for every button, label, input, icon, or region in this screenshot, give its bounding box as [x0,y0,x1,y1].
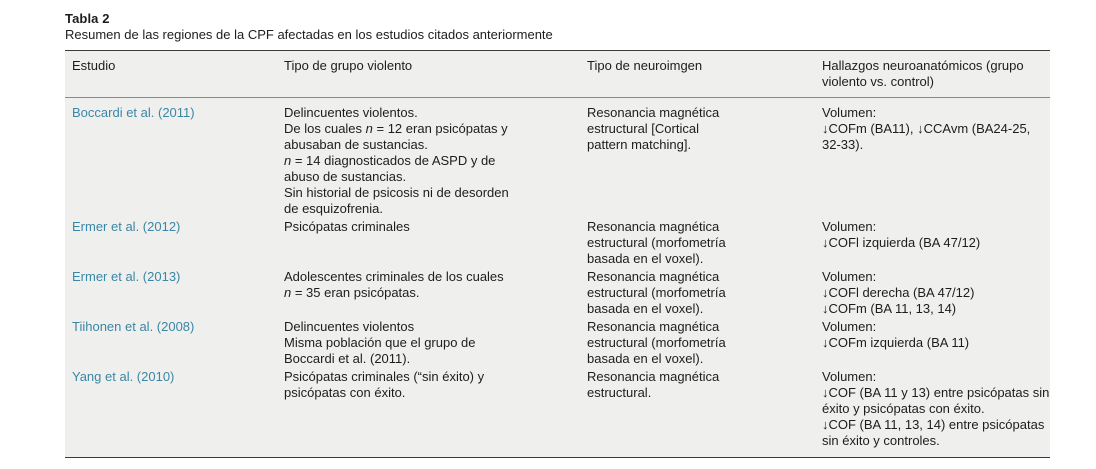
cell-neuroimagen [587,319,822,367]
cell-line: sin éxito y controles. [822,433,940,448]
table-row [72,269,1042,317]
column-header-neuroimagen: Tipo de neuroimgen [587,58,703,73]
cell-estudio [72,219,284,267]
cell-hallazgos [822,219,1042,267]
cell-line: Boccardi et al. (2011). [284,351,411,366]
cell-line: ↓COFm (BA 11, 13, 14) [822,301,957,316]
cell-line: Volumen: [822,105,877,120]
cell-hallazgos [822,269,1042,317]
cell-line: estructural [Cortical [587,121,699,136]
cell-line: 32-33). [822,137,864,152]
cell-line: pattern matching]. [587,137,692,152]
cell-line: éxito y psicópatas con éxito. [822,401,985,416]
cell-line: De los cuales n = 12 eran psicópatas y [284,121,508,136]
cell-line: Resonancia magnética [587,369,720,384]
cell-line: Volumen: [822,219,877,234]
cell-line: Volumen: [822,369,877,384]
study-citation-link[interactable]: Ermer et al. (2012) [72,219,181,234]
cell-line: n = 35 eran psicópatas. [284,285,420,300]
cell-line: basada en el voxel). [587,351,704,366]
cell-line: n = 14 diagnosticados de ASPD y de [284,153,496,168]
cell-estudio [72,319,284,367]
table-row [72,105,1042,217]
cell-estudio [72,105,284,217]
cell-line: Resonancia magnética [587,269,720,284]
study-citation-link[interactable]: Tiihonen et al. (2008) [72,319,195,334]
cell-line: Misma población que el grupo de [284,335,476,350]
cell-line: Adolescentes criminales de los cuales [284,269,504,284]
cell-line: basada en el voxel). [587,301,704,316]
cell-hallazgos [822,319,1042,367]
cell-grupo-violento [284,319,587,367]
cell-line: Resonancia magnética [587,319,720,334]
cell-neuroimagen [587,269,822,317]
cell-line: Delincuentes violentos. [284,105,418,120]
cell-line: abuso de sustancias. [284,169,407,184]
cell-line: ↓COFm (BA11), ↓CCAvm (BA24-25, [822,121,1031,136]
column-header-estudio: Estudio [72,58,116,73]
table-header-row [65,51,1050,98]
cell-line: psicópatas con éxito. [284,385,406,400]
cell-line: estructural. [587,385,652,400]
cell-line: ↓COF (BA 11, 13, 14) entre psicópatas [822,417,1045,432]
column-header-grupo-violento: Tipo de grupo violento [284,58,413,73]
table-row [72,319,1042,367]
cell-line: Sin historial de psicosis ni de desorden [284,185,509,200]
cell-line: Volumen: [822,269,877,284]
table-row [72,219,1042,267]
table-label: Tabla 2 [65,11,110,26]
cell-neuroimagen [587,105,822,217]
cell-line: de esquizofrenia. [284,201,384,216]
cell-line: basada en el voxel). [587,251,704,266]
cell-estudio [72,369,284,449]
cell-grupo-violento [284,369,587,449]
cell-line: Delincuentes violentos [284,319,415,334]
summary-table [65,50,1050,458]
cell-hallazgos [822,105,1042,217]
cell-line: Psicópatas criminales (“sin éxito) y [284,369,485,384]
cell-hallazgos [822,369,1061,449]
study-citation-link[interactable]: Yang et al. (2010) [72,369,175,384]
cell-neuroimagen [587,219,822,267]
cell-grupo-violento [284,219,587,267]
cell-line: Volumen: [822,319,877,334]
cell-line: Resonancia magnética [587,105,720,120]
table-body [65,98,1050,457]
table-row [72,369,1050,449]
cell-line: abusaban de sustancias. [284,137,428,152]
cell-line: ↓COF (BA 11 y 13) entre psicópatas sin [822,385,1050,400]
cell-line: estructural (morfometría [587,285,726,300]
study-citation-link[interactable]: Boccardi et al. (2011) [72,105,195,120]
cell-line: estructural (morfometría [587,235,726,250]
cell-line: ↓COFm izquierda (BA 11) [822,335,970,350]
study-citation-link[interactable]: Ermer et al. (2013) [72,269,181,284]
cell-line: ↓COFl derecha (BA 47/12) [822,285,975,300]
column-header-hallazgos: Hallazgos neuroanatómicos (grupo violento vs. control) [822,58,1024,89]
cell-line: estructural (morfometría [587,335,726,350]
cell-line: ↓COFl izquierda (BA 47/12) [822,235,981,250]
table-caption: Resumen de las regiones de la CPF afectadas en los estudios citados anteriormente [65,27,553,42]
cell-estudio [72,269,284,317]
cell-line: Psicópatas criminales [284,219,410,234]
cell-neuroimagen [587,369,822,449]
cell-grupo-violento [284,269,587,317]
cell-line: Resonancia magnética [587,219,720,234]
cell-grupo-violento [284,105,587,217]
